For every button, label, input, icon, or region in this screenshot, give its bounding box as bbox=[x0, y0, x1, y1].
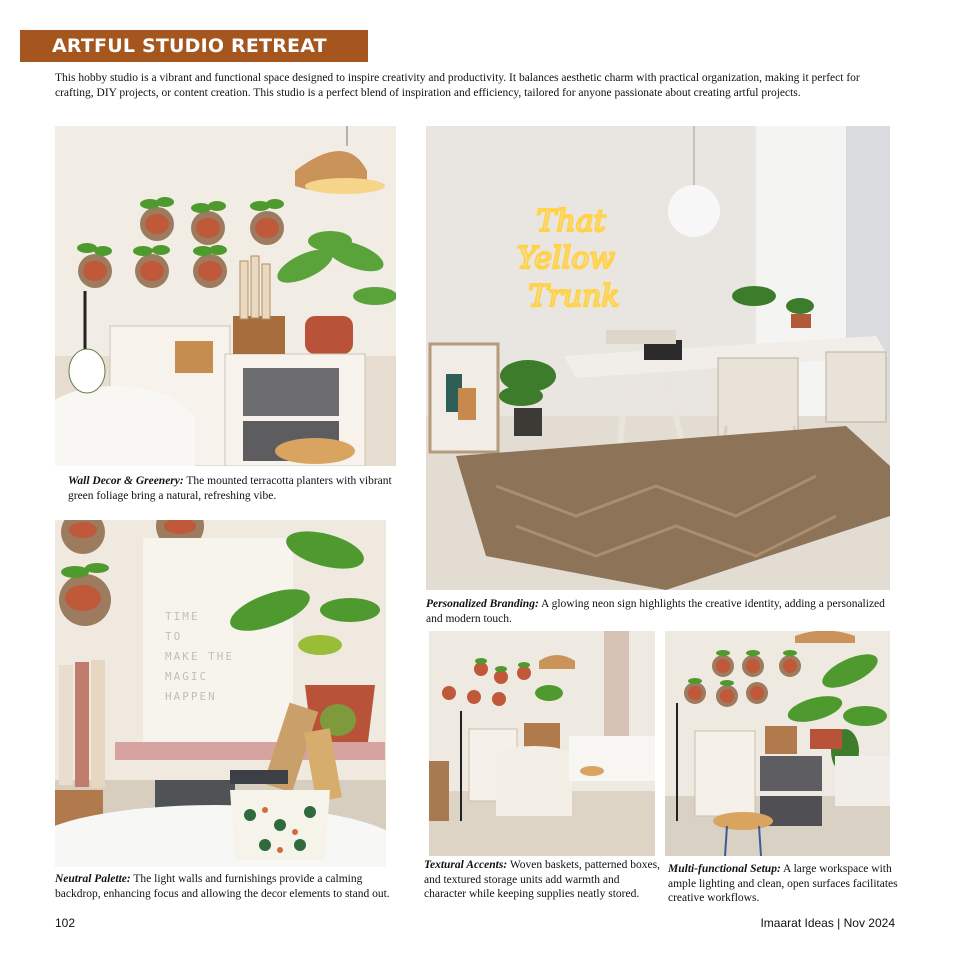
caption-neutral-palette bbox=[55, 872, 395, 901]
photo-textural-accents bbox=[429, 631, 655, 856]
caption-text: The light walls and furnishings provide a calming backdrop, enhancing focus and allowing the decor elements to stand out. bbox=[55, 873, 390, 900]
caption-multifunctional-setup bbox=[668, 862, 898, 906]
caption-heading: Wall Decor & Greenery: bbox=[68, 475, 184, 487]
caption-textural-accents bbox=[424, 858, 662, 902]
neon-line-3: Trunk bbox=[528, 279, 620, 314]
caption-heading: Textural Accents: bbox=[424, 859, 508, 871]
publication-credit: Imaarat Ideas | Nov 2024 bbox=[760, 916, 895, 930]
photo-personalized-branding bbox=[426, 126, 890, 590]
caption-heading: Personalized Branding: bbox=[426, 598, 539, 610]
board-line-4: MAGIC bbox=[165, 670, 209, 683]
caption-text: A large workspace with ample lighting and clean, open surfaces facilitates creative workflows. bbox=[668, 863, 898, 904]
caption-personalized-branding bbox=[426, 597, 886, 626]
photo-multifunctional-setup bbox=[665, 631, 890, 856]
page-title: ARTFUL STUDIO RETREAT bbox=[20, 30, 368, 62]
page-number: 102 bbox=[55, 916, 76, 930]
caption-text: A glowing neon sign highlights the creative identity, adding a personalized and modern touch. bbox=[426, 598, 885, 625]
caption-heading: Neutral Palette: bbox=[55, 873, 131, 885]
neon-line-1: That bbox=[536, 204, 606, 239]
board-line-2: TO bbox=[165, 630, 183, 643]
caption-text: The mounted terracotta planters with vibrant green foliage bring a natural, refreshing vibe. bbox=[68, 475, 392, 502]
caption-text: Woven baskets, patterned boxes, and textured storage units add warmth and character while keeping supplies neatly stored. bbox=[424, 859, 660, 900]
neon-line-2: Yellow bbox=[517, 241, 615, 276]
board-line-5: HAPPEN bbox=[165, 690, 217, 703]
photo-wall-decor bbox=[55, 126, 396, 466]
caption-wall-decor bbox=[68, 474, 398, 503]
intro-paragraph: This hobby studio is a vibrant and functional space designed to inspire creativity and productivity. It balances aesthetic charm with practical organization, making it perfect for crafting, DIY projects, or content creation. This studio is a perfect blend of inspiration and efficiency, tailored for anyone passionate about creating artful projects. bbox=[55, 72, 860, 99]
board-line-3: MAKE THE bbox=[165, 650, 234, 663]
board-line-1: TIME bbox=[165, 610, 200, 623]
photo-neutral-palette bbox=[55, 520, 386, 867]
caption-heading: Multi-functional Setup: bbox=[668, 863, 781, 875]
